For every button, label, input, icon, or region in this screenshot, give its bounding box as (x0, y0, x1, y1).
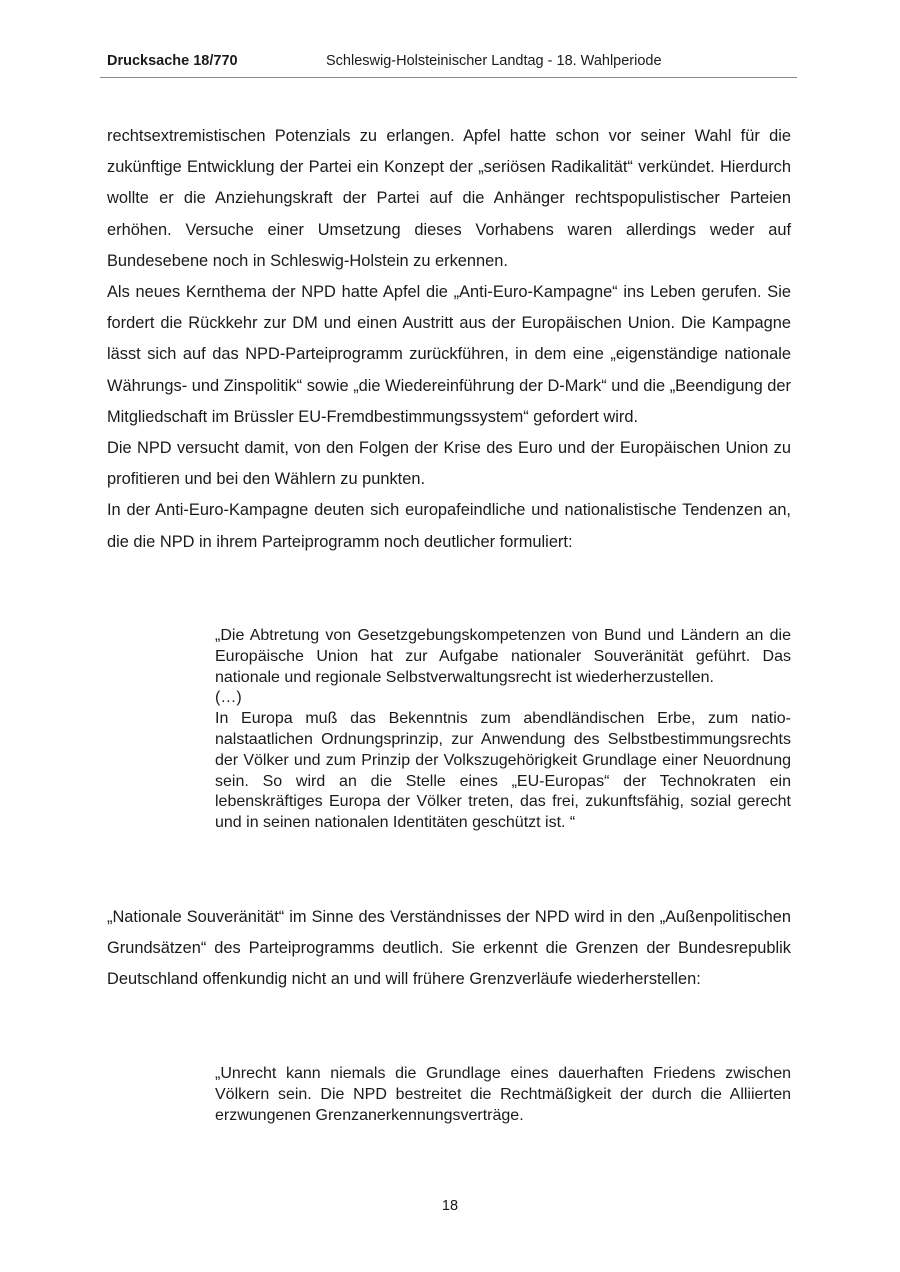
block-quote (215, 1064, 791, 1126)
page-number: 18 (441, 1198, 459, 1214)
quote-text: „Unrecht kann niemals die Grundlage eines dauerhaften Friedens zwischen Völkern sein. Die NPD bestreitet die Rechtmäßigkeit der durch die Alliierten erzwungenen Grenzanerkennungsverträge. (215, 1065, 791, 1124)
paragraph: In der Anti-Euro-Kampagne deuten sich europafeindliche und nationalistische Tendenzen an, die die NPD in ihrem Parteiprogramm noch deutlicher formuliert: (107, 501, 791, 551)
quote-text: In Europa muß das Bekenntnis zum abendländischen Erbe, zum nationalstaatlichen Ordnungsprinzip, zur Anwendung des Selbstbestimmungsrechts der Völker und zum Prinzip der Volkszugehörigkeit Grundlage einer Neuordnung sein. So wird an die Stelle eines „EU-Europas“ der Technokraten ein lebenskräftiges Europa der Völker treten, das frei, zukunftsfähig, sozial gerecht und in seinen nationalen Identitäten geschützt ist. “ (215, 710, 791, 832)
paragraph: Als neues Kernthema der NPD hatte Apfel die „Anti-Euro-Kampagne“ ins Leben gerufen. Sie fordert die Rückkehr zur DM und einen Austritt aus der Europäischen Union. Die Kampagne lässt sich auf das NPD-Parteiprogramm zurückführen, in dem eine „eigenständige nationale Währungs- und Zinspolitik“ sowie „die Wiedereinführung der D-Mark“ und die „Beendigung der Mitgliedschaft im Brüssler EU-Fremdbestimmungssystem“ gefordert wird. (107, 283, 791, 426)
body-text-block (107, 121, 791, 558)
paragraph: „Nationale Souveränität“ im Sinne des Verständnisses der NPD wird in den „Außenpolitischen Grundsätzen“ des Parteiprogramms deutlich. Sie erkennt die Grenzen der Bundesrepublik Deutschland offenkundig nicht an und will frühere Grenzverläufe wiederherstellen: (107, 908, 791, 989)
quote-ellipsis: (…) (215, 689, 242, 707)
paragraph: rechtsextremistischen Potenzials zu erlangen. Apfel hatte schon vor seiner Wahl für die zukünftige Entwicklung der Partei ein Konzept der „seriösen Radikalität“ verkündet. Hierdurch wollte er die Anziehungskraft der Partei auf die Anhänger rechtspopulistischer Parteien erhöhen. Versuche einer Umsetzung dieses Vorhabens waren allerdings weder auf Bundesebene noch in Schleswig-Holstein zu erkennen. (107, 127, 791, 270)
body-text-block (107, 902, 791, 996)
header-title: Schleswig-Holsteinischer Landtag - 18. Wahlperiode (326, 53, 662, 69)
page-header (100, 53, 797, 78)
paragraph: Die NPD versucht damit, von den Folgen der Krise des Euro und der Europäischen Union zu profitieren und bei den Wählern zu punkten. (107, 439, 791, 489)
quote-text: „Die Abtretung von Gesetzgebungskompetenzen von Bund und Ländern an die Europäische Union hat zur Aufgabe nationaler Souveränität geführt. Das nationale und regionale Selbstverwaltungsrecht ist wiederherzustellen. (215, 627, 791, 686)
block-quote (215, 626, 791, 834)
document-number: Drucksache 18/770 (107, 53, 238, 69)
